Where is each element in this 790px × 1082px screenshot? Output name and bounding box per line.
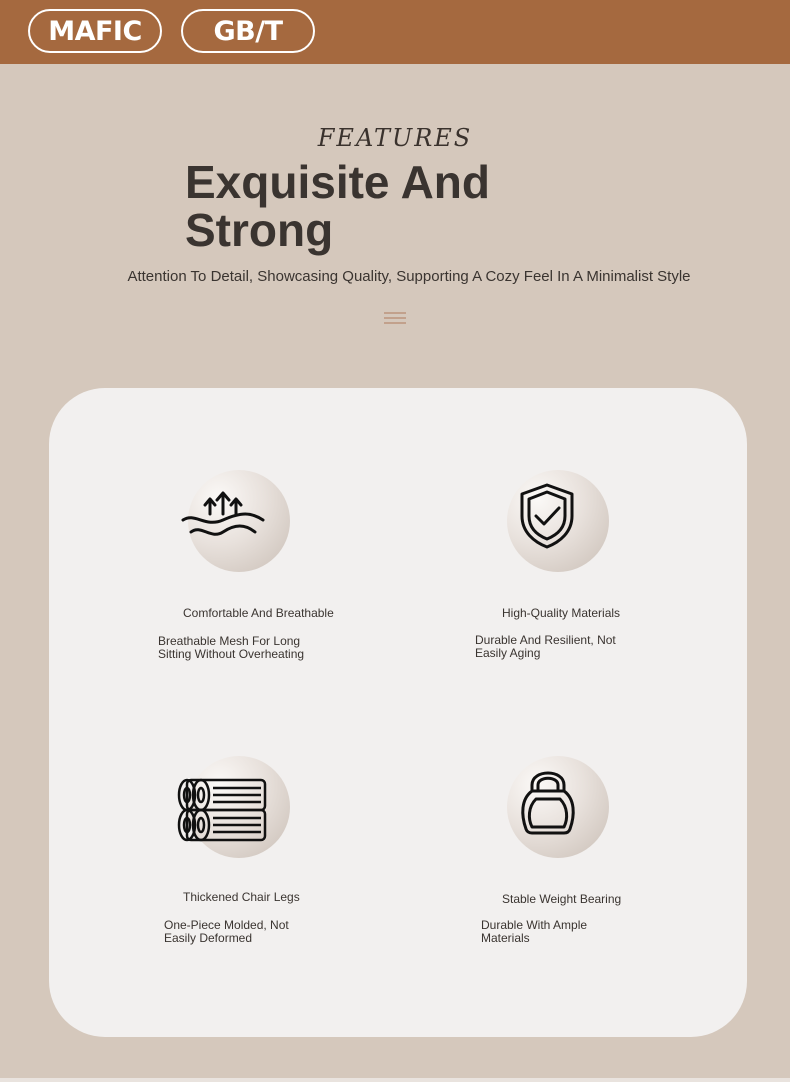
logs-icon: [177, 778, 267, 844]
badge-gbt: GB/T: [181, 9, 315, 53]
section-kicker: FEATURES: [317, 124, 473, 152]
page-subtitle: Attention To Detail, Showcasing Quality, Supporting A Cozy Feel In A Minimalist Style: [127, 268, 691, 285]
feature-description: Durable With Ample Materials: [481, 918, 588, 945]
badge-mafic: MAFIC: [28, 9, 162, 53]
title-line-1: Exquisite And: [185, 156, 490, 208]
breathable-waves-icon: [181, 488, 265, 544]
shield-check-icon: [518, 482, 576, 550]
feature-label: High-Quality Materials: [502, 606, 621, 620]
feature-label: Stable Weight Bearing: [502, 892, 622, 906]
top-bar: [0, 0, 790, 64]
features-card: [49, 388, 747, 1037]
feature-description: One-Piece Molded, Not Easily Deformed: [164, 918, 289, 945]
feature-label: Thickened Chair Legs: [183, 890, 300, 904]
page-title: [185, 158, 605, 254]
feature-label: Comfortable And Breathable: [183, 606, 334, 620]
decorative-lines-icon: [384, 312, 406, 324]
bottom-divider: [0, 1078, 790, 1082]
feature-description: Durable And Resilient, Not Easily Aging: [475, 633, 616, 660]
title-line-2: Strong: [185, 204, 334, 256]
feature-description: Breathable Mesh For Long Sitting Without Overheating: [158, 634, 305, 661]
kettlebell-icon: [518, 763, 578, 837]
